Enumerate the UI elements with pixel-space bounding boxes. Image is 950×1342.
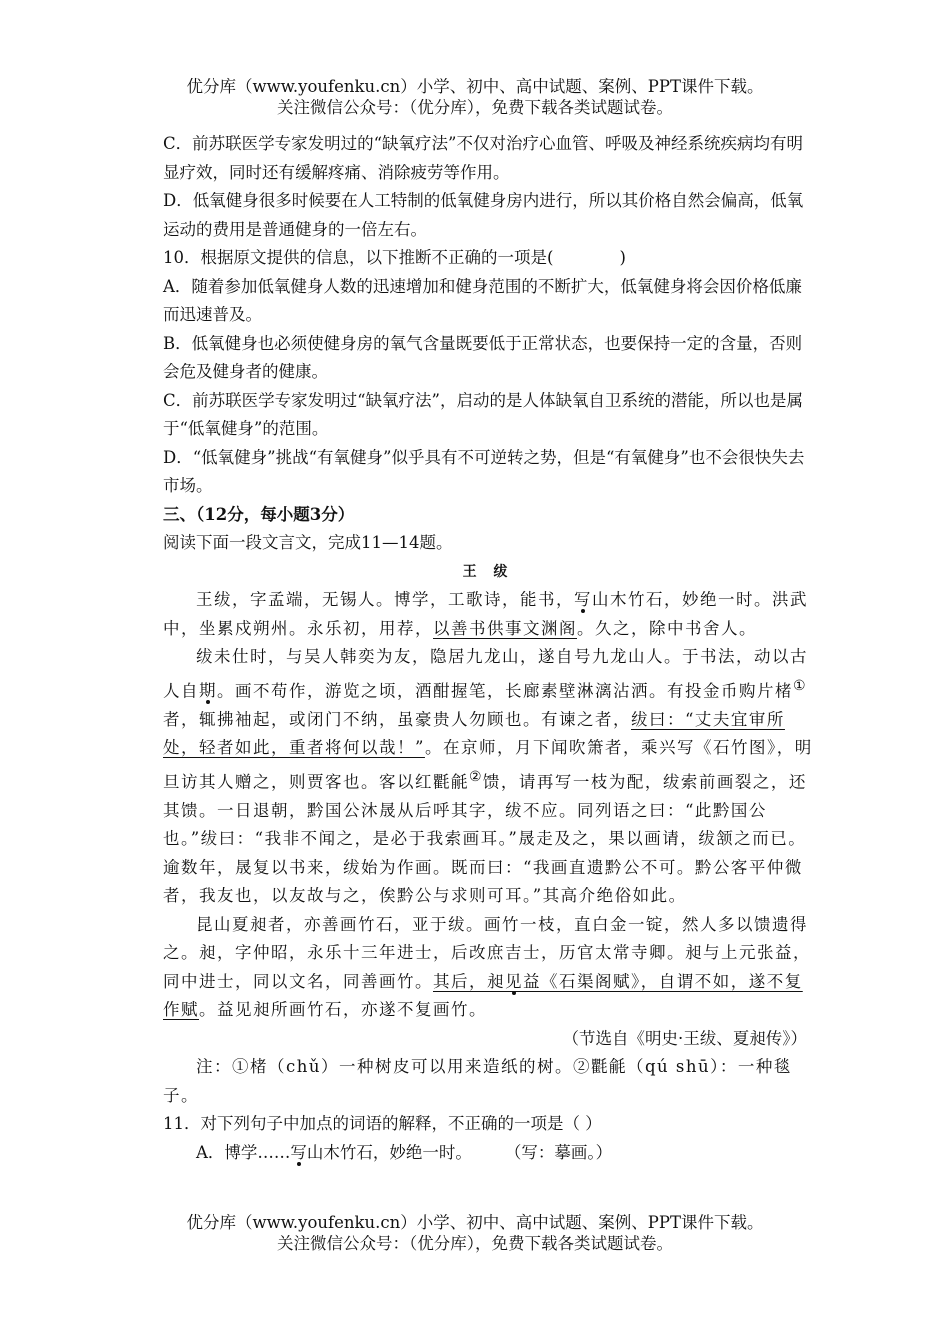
q10-stem-end: ) [619,248,626,267]
text-run: 。画不苟作，游览之顷，酒酣握笔，长廊素壁淋漓沾洒。有投金币购片楮 [217,681,793,700]
passage-notes: 注：①楮（chǔ）一种树皮可以用来造纸的树。②氍毹（qú shū）：一种毯子。 [163,1057,792,1105]
underlined-sentence-3a: 其后，昶 [433,971,505,991]
header-line-2: 关注微信公众号：（优分库），免费下载各类试题试卷。 [277,98,673,117]
section-3-title: 三、（12分，每小题3分） [163,504,355,524]
q10-stem [163,244,813,273]
text-run: 山木竹石，妙绝一时。 [306,1142,472,1162]
text-run: 馈，请再写一枝为配，绂索前画裂之，还其馈。一日退朝，黔国公沐晟从后呼其字，绂不应。同列语之曰：“此黔国公也。”绂曰：“我非不闻之，是必于我索画耳。”晟走及之，果以画请，绂颔之而已。逾数年，晟复以书来，绂始为作画。既而曰：“我画直遗黔公不可。黔公客平仲微者，我友也，以友故与之，俟黔公与求则可耳。”其高介绝俗如此。 [163,772,807,905]
q11-option-a [163,1139,813,1168]
underlined-sentence-2: 绂曰：“丈夫宜审所处，轻者如此，重者将何以哉！” [163,709,785,757]
underlined-sentence-1: 以善书供事文渊阁 [433,618,577,638]
text-run: 绂未仕时，与吴人韩奕为友，隐居九龙山，遂自号九龙山人。于书法，动以古人自 [163,647,808,700]
dotted-word: 写 [574,590,592,609]
dotted-word: 见 [505,971,523,991]
q10-option-d: D．“低氧健身”挑战“有氧健身”似乎具有不可逆转之势，但是“有氧健身”也不会很快失去市场。 [163,447,805,495]
text-run: 昆山夏昶者，亦善画竹石，亚于绂。画竹一枝，直白金一锭，然人多以馈遗得之。昶，字仲昭，永乐十三年进士，后改庶吉士，历官太常寺卿。昶与上元张益，同中进士，同以文名，同善画竹。 [163,914,811,991]
text-run: 。久之，除中书舍人。 [577,618,757,638]
dotted-word: 写 [290,1142,307,1162]
text-run: 山木竹石，妙绝一时。洪武中，坐累戍朔州。永乐初，用荐， [163,590,808,638]
document-body [163,130,813,1167]
text-run: A．博学…… [196,1142,291,1162]
text-run: 。益见昶所画竹石，亦遂不复画竹。 [199,1000,487,1019]
passage-paragraph-2 [163,643,813,911]
footer-line-2: 关注微信公众号：（优分库），免费下载各类试题试卷。 [277,1234,673,1253]
passage-source: （节选自《明史·王绂、夏昶传》） [562,1028,807,1048]
q9-option-c: C．前苏联医学专家发明过的“缺氧疗法”不仅对治疗心血管、呼吸及神经系统疾病均有明显疗效，同时还有缓解疼痛、消除疲劳等作用。 [163,134,803,182]
footnote-marker-2: ② [469,768,483,785]
page-footer [0,1212,950,1254]
text-run: 。在京师，月下闻吹箫者，乘兴写《石竹图》，明旦访其人赠之，则贾客也。客以红氍毹 [163,738,813,791]
footnote-marker-1: ① [793,677,807,694]
passage-paragraph-1 [163,586,813,643]
section-3-instruction: 阅读下面一段文言文，完成11—14题。 [163,533,453,552]
q10-option-a: A．随着参加低氧健身人数的迅速增加和健身范围的不断扩大，低氧健身将会因价格低廉而迅速普及。 [163,276,802,324]
passage-title: 王 绂 [462,563,514,580]
footer-line-1: 优分库（www.youfenku.cn）小学、初中、高中试题、案例、PPT课件下载。 [186,1213,764,1232]
q9-option-d: D．低氧健身很多时候要在人工特制的低氧健身房内进行，所以其价格自然会偏高，低氧运动的费用是普通健身的一倍左右。 [163,191,804,239]
q10-option-c: C．前苏联医学专家发明过“缺氧疗法”，启动的是人体缺氧自卫系统的潜能，所以也是属于“低氧健身”的范围。 [163,390,803,438]
q10-option-b: B．低氧健身也必须使健身房的氧气含量既要低于正常状态，也要保持一定的含量，否则会危及健身者的健康。 [163,333,803,381]
header-line-1: 优分库（www.youfenku.cn）小学、初中、高中试题、案例、PPT课件下载。 [186,77,764,96]
q10-stem-text: 10．根据原文提供的信息，以下推断不正确的一项是( [163,248,554,267]
passage-paragraph-3 [163,911,813,1025]
page-header [0,76,950,118]
option-gloss: （写：摹画。） [504,1142,613,1162]
q11-stem: 11．对下列句子中加点的词语的解释，不正确的一项是（ ） [163,1114,602,1133]
text-run: 者，辄拂袖起，或闭门不纳，虽豪贵人勿顾也。有谏之者， [163,709,631,729]
dotted-word: 期 [199,681,217,700]
underlined-sentence-3b: 益《石渠阁赋》，自谓不如，遂不复作赋 [163,971,803,1019]
text-run: 王绂，字孟端，无锡人。博学，工歌诗，能书， [196,590,574,609]
